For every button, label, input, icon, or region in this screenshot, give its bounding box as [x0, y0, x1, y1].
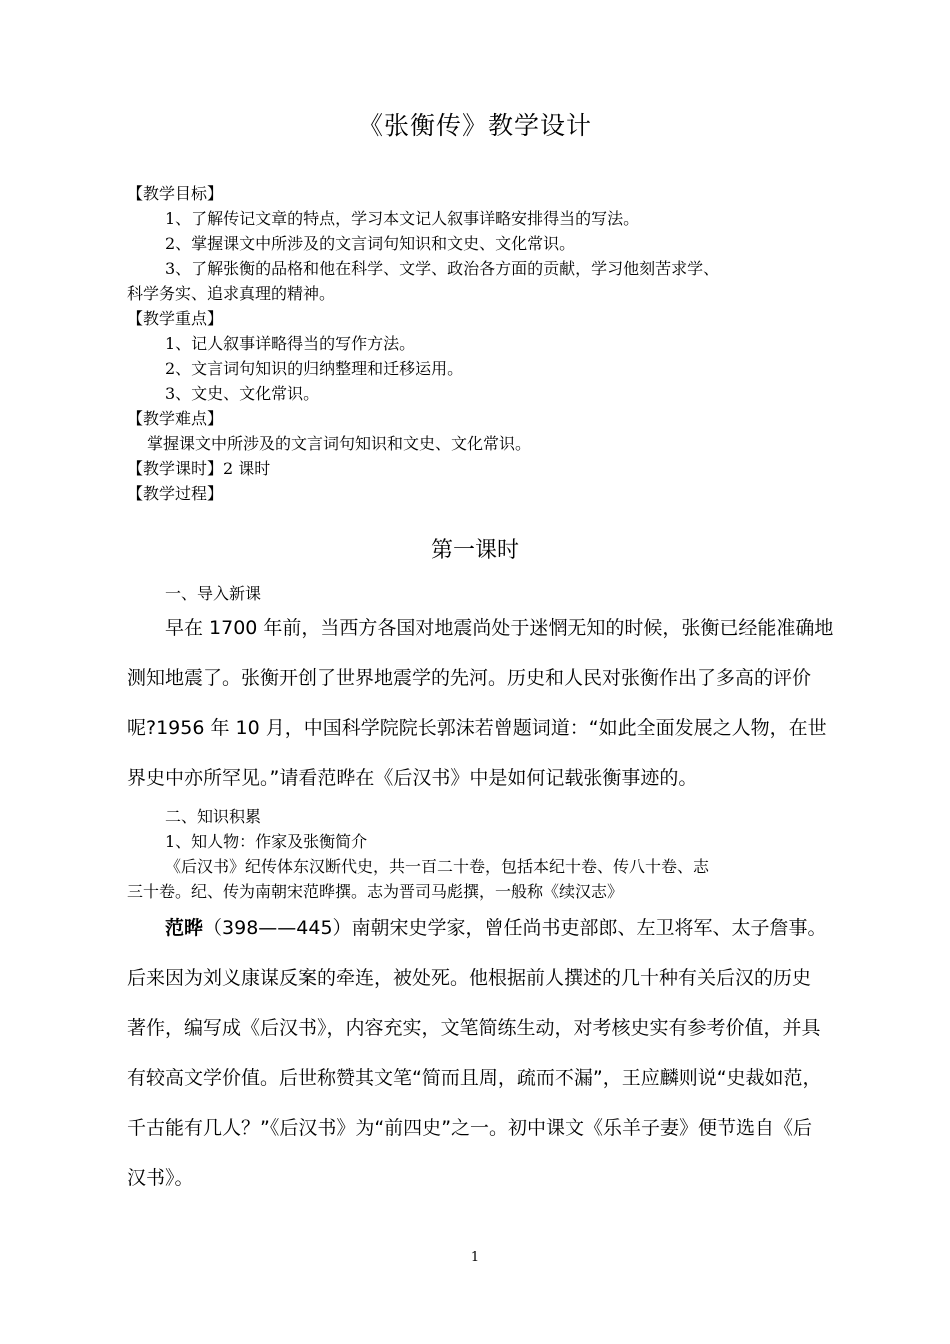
fanye-name: 范晔 [165, 917, 204, 939]
intro-heading: 一、导入新课 [165, 584, 262, 603]
intro-line-1: 早在 1700 年前，当西方各国对地震尚处于迷惘无知的时候，张衡已经能准确地 [165, 617, 834, 639]
fanye-line-1 [127, 903, 830, 953]
lesson-title: 第一课时 [430, 538, 519, 563]
objective-item-1: 1、了解传记文章的特点，学习本文记人叙事详略安排得当的写法。 [165, 209, 640, 228]
objectives-heading: 【教学目标】 [127, 184, 224, 203]
intro-paragraph [127, 603, 834, 803]
intro-line-2: 测知地震了。张衡开创了世界地震学的先河。历史和人民对张衡作出了多高的评价 [127, 667, 812, 689]
intro-line-4: 界史中亦所罕见。”请看范晔在《后汉书》中是如何记载张衡事迹的。 [127, 767, 698, 789]
key-points-heading: 【教学重点】 [127, 309, 224, 328]
fanye-line-6: 汉书》。 [127, 1167, 194, 1189]
key-point-item-2: 2、文言词句知识的归纳整理和迁移运用。 [165, 359, 464, 378]
objective-item-2: 2、掌握课文中所涉及的文言词句知识和文史、文化常识。 [165, 234, 576, 253]
key-point-item-1: 1、记人叙事详略得当的写作方法。 [165, 334, 416, 353]
book-intro-line-1: 《后汉书》纪传体东汉断代史，共一百二十卷，包括本纪十卷、传八十卷、志 [165, 857, 710, 876]
knowledge-sub-1: 1、知人物：作家及张衡简介 [165, 832, 368, 851]
intro-line-3: 呢?1956 年 10 月，中国科学院院长郭沫若曾题词道：“如此全面发展之人物，在世 [127, 717, 827, 739]
fanye-line-2: 后来因为刘义康谋反案的牵连，被处死。他根据前人撰述的几十种有关后汉的历史 [127, 967, 812, 989]
fanye-paragraph [127, 903, 830, 1203]
book-intro-line-2: 三十卷。纪、传为南朝宋范晔撰。志为晋司马彪撰，一般称《续汉志》 [127, 882, 624, 901]
fanye-line-4: 有较高文学价值。后世称赞其文笔“简而且周，疏而不漏”，王应麟则说“史裁如范， [127, 1067, 822, 1089]
objectives-section [127, 181, 827, 506]
difficulties-heading: 【教学难点】 [127, 409, 224, 428]
fanye-line-1-text: （398——445）南朝宋史学家，曾任尚书吏部郎、左卫将军、太子詹事。 [203, 917, 827, 939]
objective-item-3: 3、了解张衡的品格和他在科学、文学、政治各方面的贡献，学习他刻苦求学、 [165, 259, 720, 278]
fanye-line-3: 著作，编写成《后汉书》，内容充实，文笔简练生动，对考核史实有参考价值，并具 [127, 1017, 821, 1039]
knowledge-heading: 二、知识积累 [165, 807, 262, 826]
hours-line: 【教学课时】2 课时 [127, 459, 271, 478]
page-number: 1 [470, 1250, 480, 1265]
fanye-line-5: 千古能有几人？”《后汉书》为“前四史”之一。初中课文《乐羊子妻》便节选自《后 [127, 1117, 813, 1139]
document-title: 《张衡传》教学设计 [357, 111, 592, 140]
process-heading: 【教学过程】 [127, 484, 224, 503]
objective-item-3-cont: 科学务实、追求真理的精神。 [127, 284, 336, 303]
difficulties-text: 掌握课文中所涉及的文言词句知识和文史、文化常识。 [147, 434, 532, 453]
knowledge-section [127, 804, 827, 904]
key-point-item-3: 3、文史、文化常识。 [165, 384, 320, 403]
